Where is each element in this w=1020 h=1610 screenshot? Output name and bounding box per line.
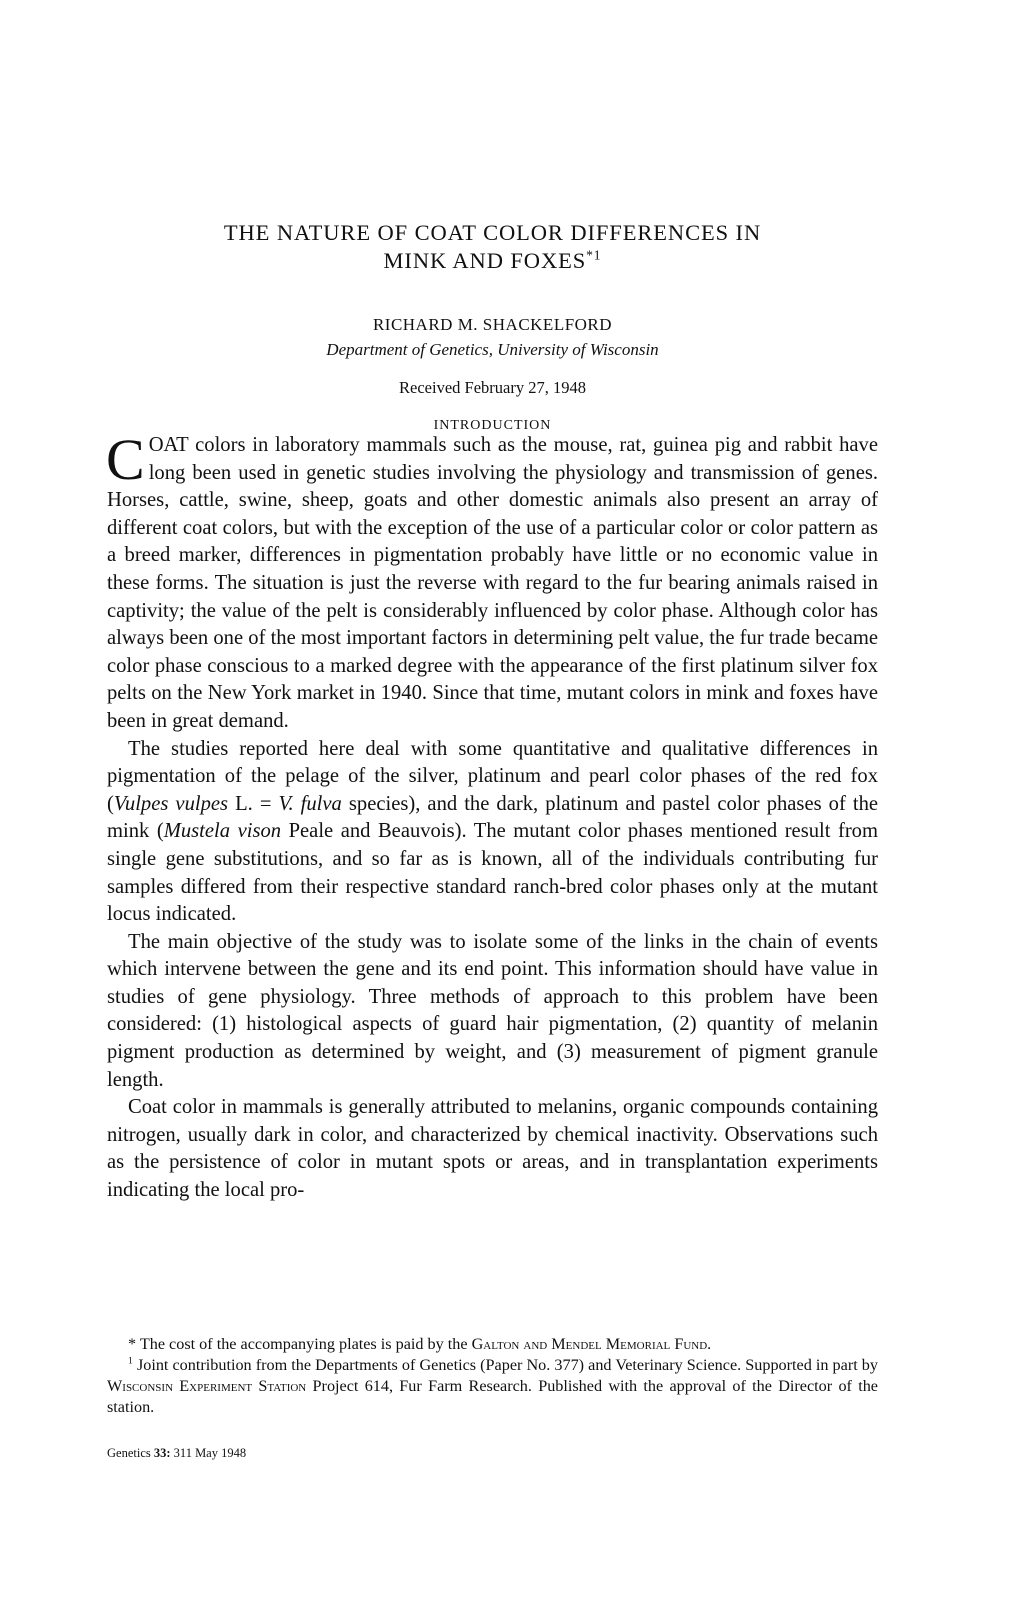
journal-page-date: 311 May 1948 bbox=[170, 1446, 247, 1460]
title-footnote-marks: *1 bbox=[586, 247, 602, 263]
title-line-1: THE NATURE OF COAT COLOR DIFFERENCES IN bbox=[223, 220, 762, 245]
volume-separator: : bbox=[166, 1446, 171, 1460]
footnotes bbox=[107, 1334, 878, 1418]
paragraph-2-text-d: Peale and Beauvois). The mutant color phases mentioned result from single gene substitutions, and so far as is known, all of the individuals contributing fur samples differed from their respective standard ranch-bred color phases only at the mutant locus indicated. bbox=[107, 820, 878, 926]
paragraph-1-text: OAT colors in laboratory mammals such as the mouse, rat, guinea pig and rabbit have long been used in genetic studies involving the physiology and transmission of genes. Horses, cattle, swine, sheep, goats and other domestic animals also present an array of different coat colors, but with the exception of the use of a particular color or color pattern as a breed marker, differences in pigmentation probably have little or no economic value in these forms. The situation is just the reverse with regard to the fur bearing animals raised in captivity; the value of the pelt is considerably influenced by color phase. Although color has always been one of the most important factors in determining pelt value, the fur trade became color phase conscious to a marked degree with the appearance of the first platinum silver fox pelts on the New York market in 1940. Since that time, mutant colors in mink and foxes have been in great demand. bbox=[107, 434, 878, 732]
species-name: Mustela vison bbox=[163, 820, 282, 843]
paragraph-2-text-a: The studies reported here deal with some quantitative and qualitative differences in pigmentation of the pelage of the silver, platinum and pearl color phases of the red fox ( bbox=[107, 737, 878, 815]
journal-name: Genetics bbox=[107, 1446, 151, 1460]
paragraph-1 bbox=[106, 427, 878, 736]
title-line-2: MINK AND FOXES bbox=[383, 248, 587, 273]
fund-name: Galton and Mendel Memorial Fund bbox=[471, 1335, 708, 1353]
paper-title bbox=[107, 219, 878, 275]
station-name: Wisconsin Experiment Station bbox=[107, 1377, 307, 1395]
species-name: V. fulva bbox=[278, 792, 342, 815]
species-name: Vulpes vulpes bbox=[113, 792, 229, 815]
drop-cap: C bbox=[106, 427, 145, 492]
footnote-star bbox=[107, 1334, 878, 1355]
paragraph-2-text-b: L. = bbox=[228, 792, 279, 815]
paragraph-2 bbox=[107, 736, 878, 929]
section-heading: INTRODUCTION bbox=[433, 418, 552, 433]
footnote-text-end: Project 614, Fur Farm Research. Published with the approval of the Director of the station. bbox=[107, 1377, 878, 1416]
journal-citation bbox=[107, 1446, 246, 1461]
footnote-text: The cost of the accompanying plates is paid by the bbox=[136, 1335, 472, 1353]
footnote-mark: * bbox=[128, 1335, 137, 1353]
body-text bbox=[106, 427, 879, 1205]
footnote-mark: 1 bbox=[128, 1355, 133, 1367]
paragraph-4: Coat color in mammals is generally attributed to melanins, organic compounds containing nitrogen, usually dark in color, and characterized by chemical inactivity. Observations such as the persistence of color in mutant spots or areas, and in transplantation experiments indicating the local pro- bbox=[107, 1096, 878, 1202]
paragraph-2-text-c: species), and the dark, platinum and pastel color phases of the mink ( bbox=[107, 792, 879, 843]
footnote-text: Joint contribution from the Departments of Genetics (Paper No. 377) and Veterinary Science. Supported in part by bbox=[132, 1356, 878, 1374]
author-affiliation: Department of Genetics, University of Wisconsin bbox=[326, 340, 659, 359]
paragraph-3: The main objective of the study was to isolate some of the links in the chain of events which intervene between the gene and its end point. This information should have value in studies of gene physiology. Three methods of approach to this problem have been considered: (1) histological aspects of guard hair pigmentation, (2) quantity of melanin pigment production as determined by weight, and (3) measurement of pigment granule length. bbox=[107, 930, 878, 1091]
journal-volume: 33 bbox=[153, 1446, 167, 1460]
received-date: Received February 27, 1948 bbox=[399, 378, 586, 397]
footnote-1 bbox=[107, 1355, 878, 1418]
author-name: RICHARD M. SHACKELFORD bbox=[372, 315, 613, 334]
footnote-text-end: . bbox=[707, 1335, 712, 1353]
